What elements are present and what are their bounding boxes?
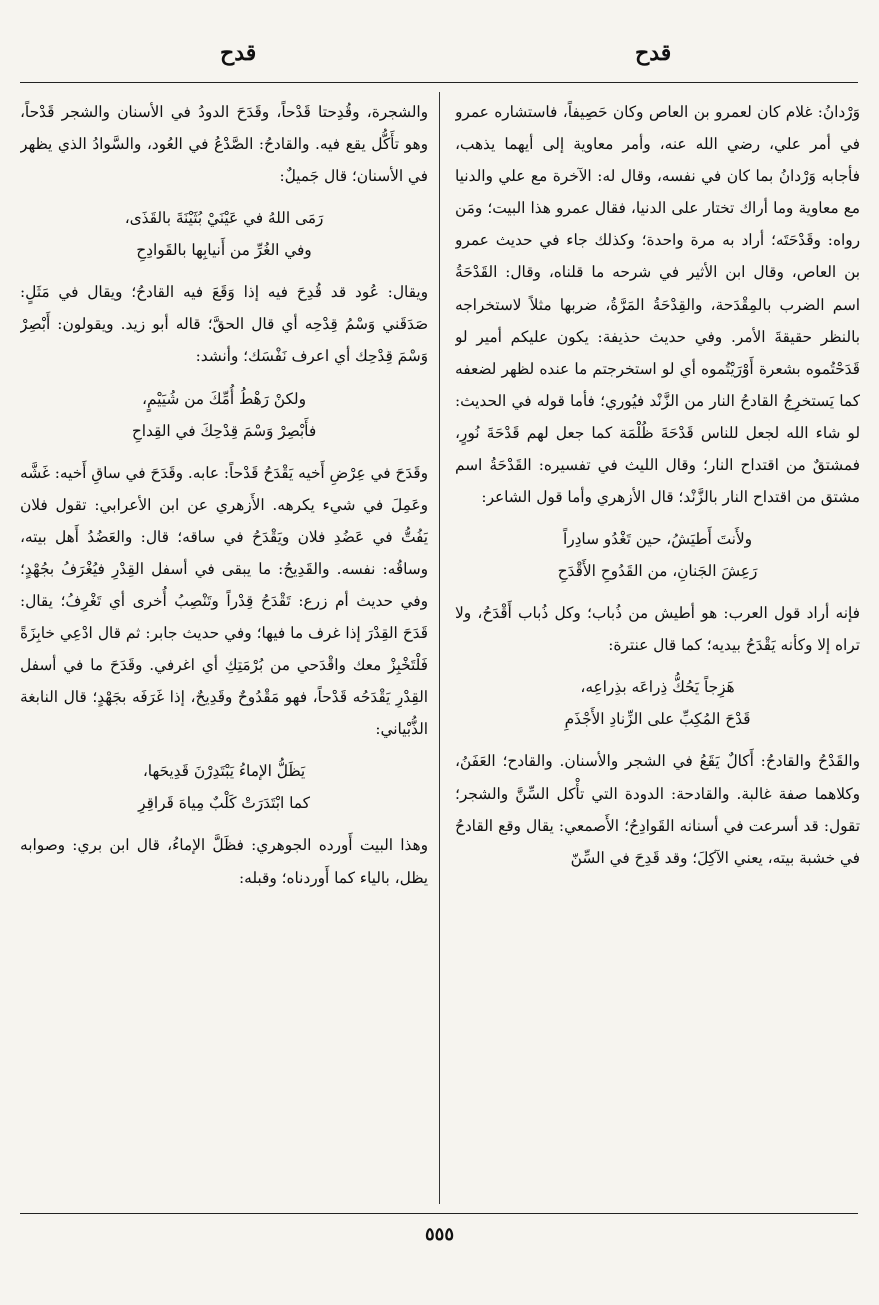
left-verse-1 (20, 202, 428, 266)
right-column (455, 96, 860, 1208)
verse-line: يَظَلُّ الإماءُ يَبْتَدِرْنَ قَدِيحَها، (142, 762, 306, 781)
left-column (20, 96, 428, 1208)
left-paragraph-4: وهذا البيت أَورده الجوهري: فظَلَّ الإماءُ، قال ابن بري: وصوابه يظل، بالياء كما أَوردناه؛ وقبله: (20, 836, 428, 887)
running-header-left: قدح (220, 40, 257, 66)
right-paragraph-2: فإنه أراد قول العرب: هو أطيش من ذُباب؛ وكل ذُباب أَقْدَحُ، ولا تراه إلا وكأنه يَقْدَحُ بيديه؛ كما قال عنترة: (455, 604, 860, 655)
page-number: ٥٥٥ (424, 1224, 454, 1245)
verse-line: هَزِجاً يَحُكُّ ذِراعَه بذِراعِه، (580, 678, 735, 697)
left-paragraph-2: ويقال: عُود قد قُدِحَ فيه إذا وَقَعَ فيه القادحُ؛ ويقال في مَثَلٍ: صَدَقَني وَسْمُ قِدْحِه أي قال الحقَّ؛ قاله أبو زيد. ويقولون: أَبْصِرْ وَسْمَ قِدْحِك أي اعرف نَفْسَك؛ وأنشد: (20, 283, 428, 366)
left-verse-2 (20, 383, 428, 447)
header-rule (20, 82, 858, 83)
right-paragraph-3: والقَدْحُ والقادحُ: أَكالٌ يَقَعُ في الشجر والأسنان. والقادح؛ العَفَنُ، وكلاهما صفة غالبة. والقادحة: الدودة التي تأْكل السِّنَّ والشجر؛ تقول: قد أسرعت في أسنانه القَوادِحُ؛ الأَصمعي: يقال وقع القادحُ في خشبة بيته، يعني الآكِلَ؛ وقد قَدِحَ في السِّنّ (455, 752, 860, 867)
verse-line: ولأَنتَ أَطيَشُ، حين تَغْدُو سادِراً (562, 530, 752, 549)
right-verse-2 (455, 671, 860, 735)
right-verse-1 (455, 523, 860, 587)
verse-line: كما ابْتَدَرَتْ كَلْبٌ مِياهَ قَراقِرِ (138, 794, 310, 813)
right-paragraph-1: وَرْدانُ: غلام كان لعمرو بن العاص وكان حَصِيفاً، فاستشاره عمرو في أمر علي، رضي الله عنه، وأمر معاوية إلى أيهما يذهب، فأجابه وَرْدانُ بما كان في نفسه، وقال له: الآخرة مع علي والدنيا مع معاوية وما أراك تختار على الدنيا، فقال عمرو هذا البيت؛ ومَن رواه: وقَدْحَتَه؛ أراد به مرة واحدة؛ وكذلك جاء في حديث عمرو بن العاص، وقال ابن الأثير في شرحه ما قلناه، وقال: القَدْحَةُ اسم الضرب بالمِقْدَحة، والقِدْحَةُ المَرَّةُ، ضربها مثلاً لاستخراجه بالنظر حقيقةَ الأمر. وفي حديث حذيفة: يكون عليكم أمير لو قَدَحْتُموه بشعرة أَوْرَيْتُموه أي لو استخرجتم ما عنده لظهر لضعفه كما يَستخرِجُ القادحُ النار من الزَّنْد فيُوري؛ فأما قوله في الحديث: لو شاء الله لجعل للناس قَدْحَةَ ظُلْمَة كما جعل لهم قَدْحَةَ نُورٍ، فمشتقٌ من اقتداح النار؛ وقال الليث في تفسيره: القَدْحَةُ اسم مشتق من اقتداح النار بالزَّنْد؛ قال الأزهري وأما قول الشاعر: (455, 103, 860, 507)
verse-line: قَدْحَ المُكِبِّ على الزِّنادِ الأَجْذَمِ (564, 710, 751, 729)
verse-line: رَعِشَ الجَنانِ، من القَدُوحِ الأَقْدَحِ (557, 562, 758, 581)
running-header-right: قدح (635, 40, 672, 66)
column-divider (439, 92, 440, 1204)
left-verse-3 (20, 755, 428, 819)
verse-line: ولكنْ رَهْطُ أُمِّكَ من شُيَيْمٍ، (142, 389, 306, 408)
left-paragraph-1: والشجرة، وقُدِحتا قَدْحاً، وقَدَحَ الدودُ في الأسنان والشجر قَدْحاً، وهو تأَكُّل يقع فيه. والقادحُ: الصَّدْعُ في العُود، والسَّوادُ الذي يظهر في الأسنان؛ قال جَميلٌ: (20, 103, 428, 186)
verse-line: رَمَى اللهُ في عَيْنَيْ بُثَيْنَةَ بالقَذَى، (124, 209, 324, 228)
verse-line: وفي الغُرِّ من أَنيابِها بالقَوادِحِ (136, 241, 312, 260)
footer-rule (20, 1213, 858, 1214)
left-paragraph-3: وقَدَحَ في عِرْضِ أَخيه يَقْدَحُ قَدْحاً: عابه. وقَدَحَ في ساقِ أَخيه: غَشَّه وعَمِلَ في شيء يكرهه. الأَزهري عن ابن الأعرابي: تقول فلان يَفُتُّ في عَضُدِ فلان ويَقْدَحُ في ساقه؛ قال: والعَضُدُ أَهل بيته، وساقُه: نفسه. والقَدِيحُ: ما يبقى في أسفل القِدْرِ فيُغْرَفُ بجُهْدٍ؛ وفي حديث أم زرع: تَقْدَحُ قِدْراً وتَنْصِبُ أُخرى أي تَغْرِفُ؛ يقال: قَدَحَ القِدْرَ إذا غرف ما فيها؛ وفي حديث جابر: ثم قال ادْعِي خابِزَةً فَلْتَخْبِزْ معك واقْدَحي من بُرْمَتِكِ أي اغرفي. وقَدَحَ ما في أسفل القِدْرِ يَقْدَحُه قَدْحاً، فهو مَقْدُوحٌ وقَدِيحٌ، إذا غَرَفَه بجَهْدٍ؛ قال النابغة الذُّبْياني: (20, 463, 428, 739)
verse-line: فأَبْصِرْ وَسْمَ قِدْحِكَ في القِداحِ (131, 421, 317, 440)
